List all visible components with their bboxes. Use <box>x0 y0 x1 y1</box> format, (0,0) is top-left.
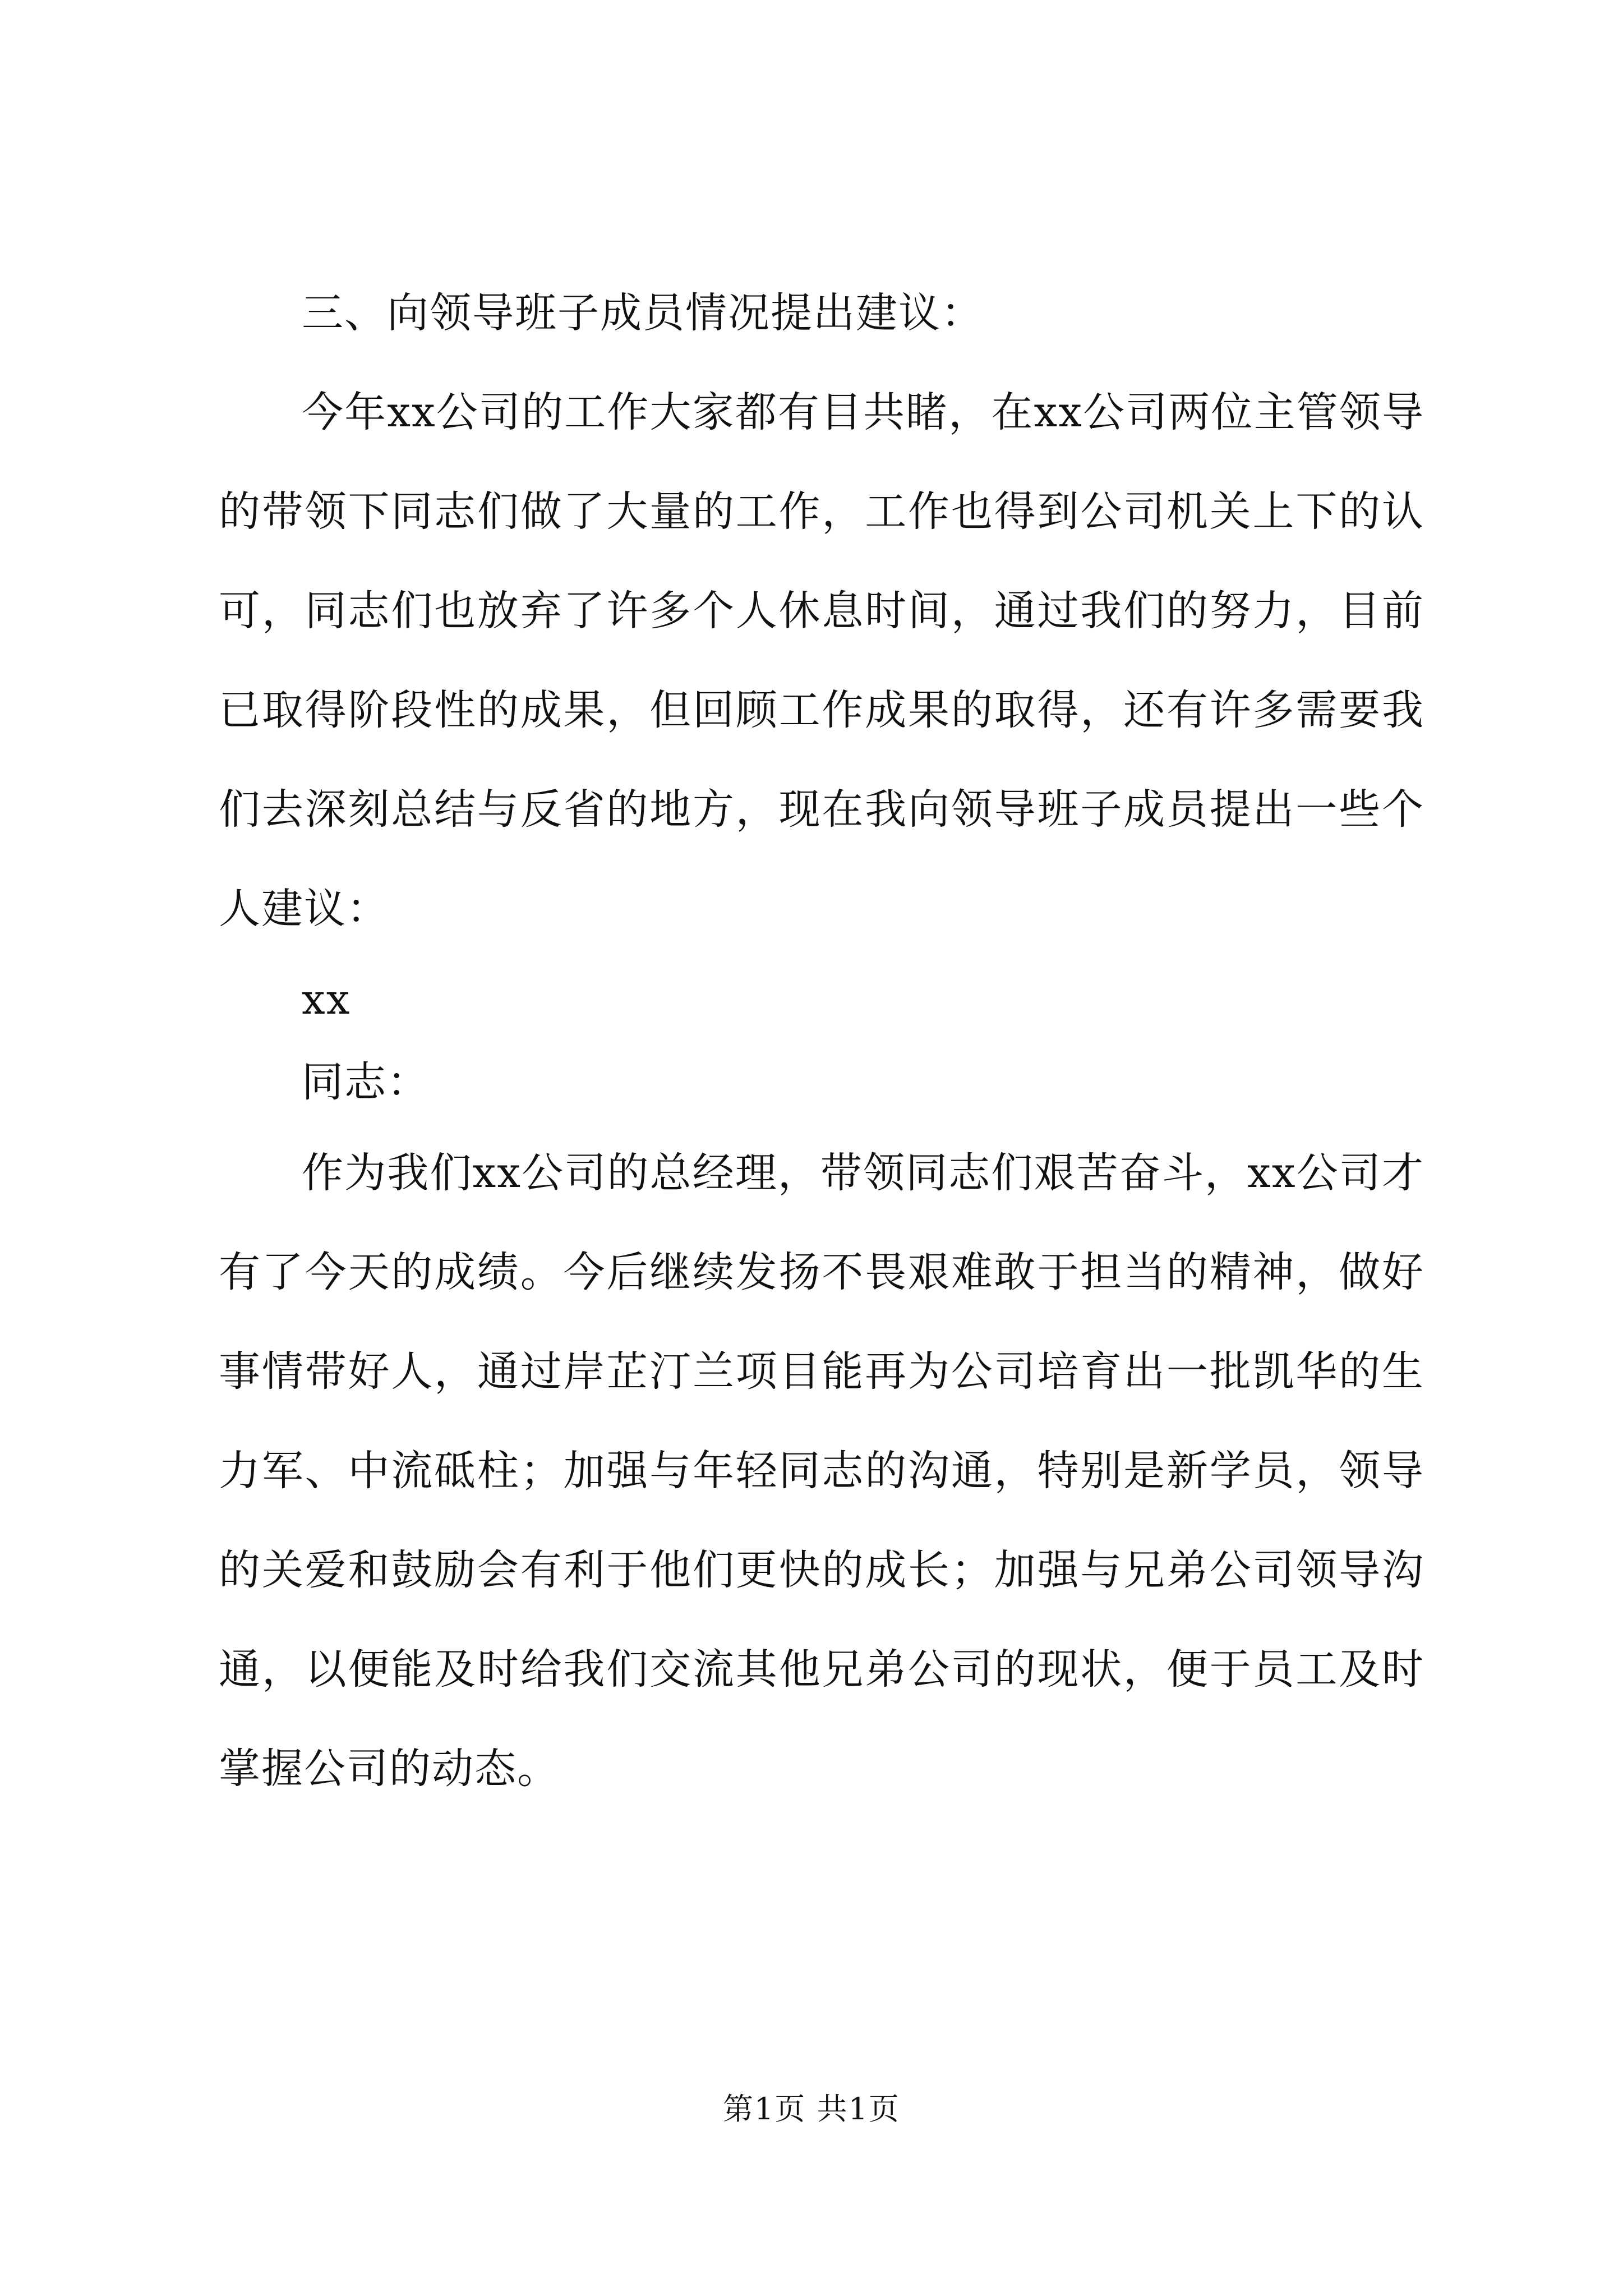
paragraph-suggestion: 作为我们xx公司的总经理，带领同志们艰苦奋斗，xx公司才有了今天的成绩。今后继续发扬不畏艰难敢于担当的精神，做好事情带好人，通过岸芷汀兰项目能再为公司培育出一批凯华的生力军、中流砥柱；加强与年轻同志的沟通，特别是新学员，领导的关爱和鼓励会有利于他们更快的成长；加强与兄弟公司领导沟通，以便能及时给我们交流其他兄弟公司的现状，便于员工及时掌握公司的动态。 <box>219 1149 1424 1793</box>
section-heading: 三、向领导班子成员情况提出建议： <box>302 289 984 337</box>
name-line: xx <box>302 976 351 1024</box>
salutation: 同志： <box>302 1058 430 1106</box>
document-body <box>219 264 1424 1819</box>
page-footer: 第1页 共1页 <box>723 2091 900 2127</box>
paragraph-intro: 今年xx公司的工作大家都有目共睹，在xx公司两位主管领导的带领下同志们做了大量的工作，工作也得到公司机关上下的认可，同志们也放弃了许多个人休息时间，通过我们的努力，目前已取得阶段性的成果，但回顾工作成果的取得，还有许多需要我们去深刻总结与反省的地方，现在我向领导班子成员提出一些个人建议： <box>219 388 1424 933</box>
